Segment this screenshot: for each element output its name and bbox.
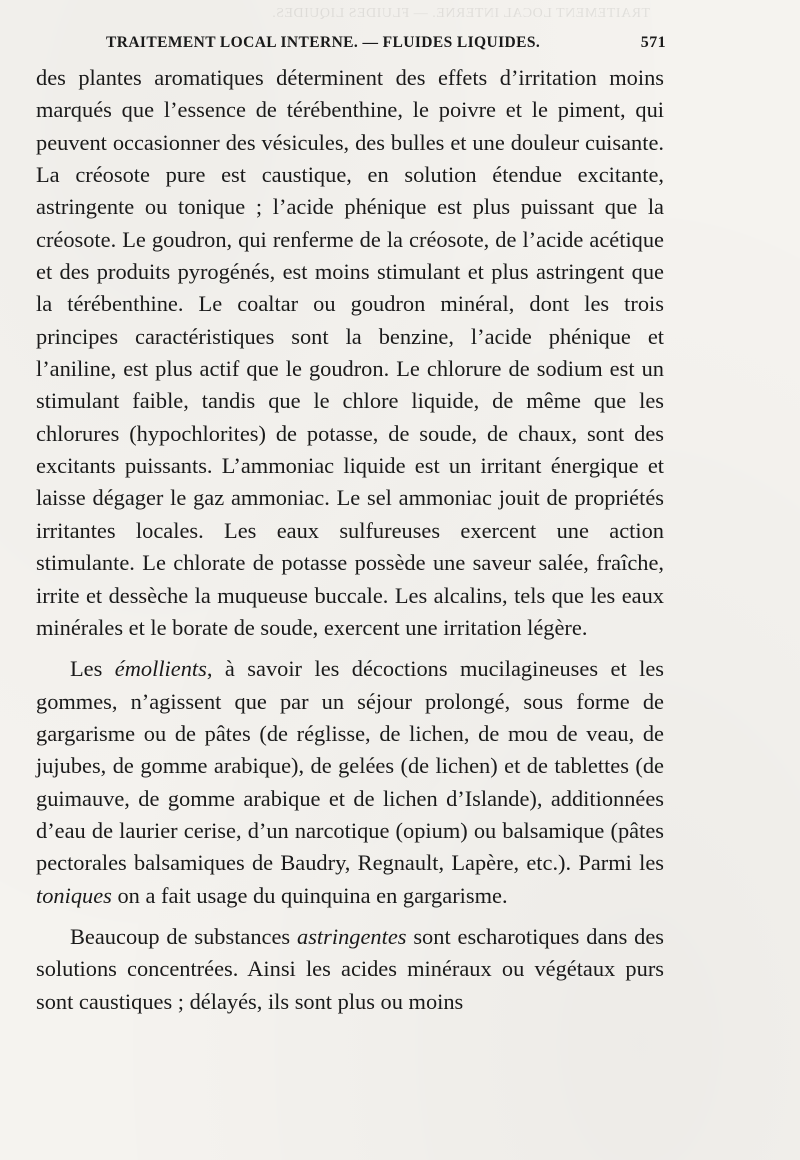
- italic-term: astringentes: [297, 923, 407, 949]
- paragraph: [36, 62, 664, 644]
- text-run: sont escharotiques dans des solutions concentrées. Ainsi les acides minéraux ou végétaux purs sont caustiques ; délayés, ils sont plus ou moins: [36, 923, 665, 1014]
- text-run: , à savoir les décoctions mucilagineuses et les gommes, n’agissent que par un séjour prolongé, sous forme de gargarisme ou de pâtes (de réglisse, de lichen, de mou de veau, de jujubes, de gomme arabique), de gelées (de lichen) et de tablettes (de guimauve, de gomme arabique et de lichen d’Islande), additionnées d’eau de laurier cerise, d’un narcotique (opium) ou balsamique (pâtes pectorales balsamiques de Baudry, Regnault, Lapère, etc.). Parmi les: [36, 656, 664, 876]
- text-run: Les: [70, 656, 115, 682]
- italic-term: émollients: [114, 656, 207, 682]
- bleed-through-text: TRAITEMENT LOCAL INTERNE. — FLUIDES LIQUIDES.: [271, 6, 650, 21]
- text-run: des plantes aromatiques déterminent des effets d’irritation moins marqués que l’essence de térébenthine, le poivre et le piment, qui peuvent occasionner des vésicules, des bulles et une douleur cuisante. La créosote pure est caustique, en solution étendue excitante, astringente ou tonique ; l’acide phénique est plus puissant que la créosote. Le goudron, qui renferme de la créosote, de l’acide acétique et des produits pyrogénés, est moins stimulant et plus astringent que la térébenthine. Le coaltar ou goudron minéral, dont les trois principes caractéristiques sont la benzine, l’acide phénique et l’aniline, est plus actif que le goudron. Le chlorure de sodium est un stimulant faible, tandis que le chlore liquide, de même que les chlorures (hypochlorites) de potasse, de soude, de chaux, sont des excitants puissants. L’ammoniac liquide est un irritant énergique et laisse dégager le gaz ammoniac. Le sel ammoniac jouit de propriétés irritantes locales. Les eaux sulfureuses exercent une action stimulante. Le chlorate de potasse possède une saveur salée, fraîche, irrite et dessèche la muqueuse buccale. Les alcalins, tels que les eaux minérales et le borate de soude, exercent une irritation légère.: [36, 65, 664, 640]
- running-header: [76, 34, 666, 54]
- body-text: [36, 62, 664, 1018]
- paragraph: [36, 653, 664, 912]
- italic-term: toniques: [36, 882, 112, 908]
- text-run: on a fait usage du quinquina en gargarisme.: [111, 882, 508, 908]
- running-title: TRAITEMENT LOCAL INTERNE. — FLUIDES LIQUIDES.: [106, 34, 541, 51]
- paragraph: [36, 921, 664, 1018]
- page-number: 571: [640, 34, 666, 51]
- text-run: Beaucoup de substances: [70, 923, 298, 949]
